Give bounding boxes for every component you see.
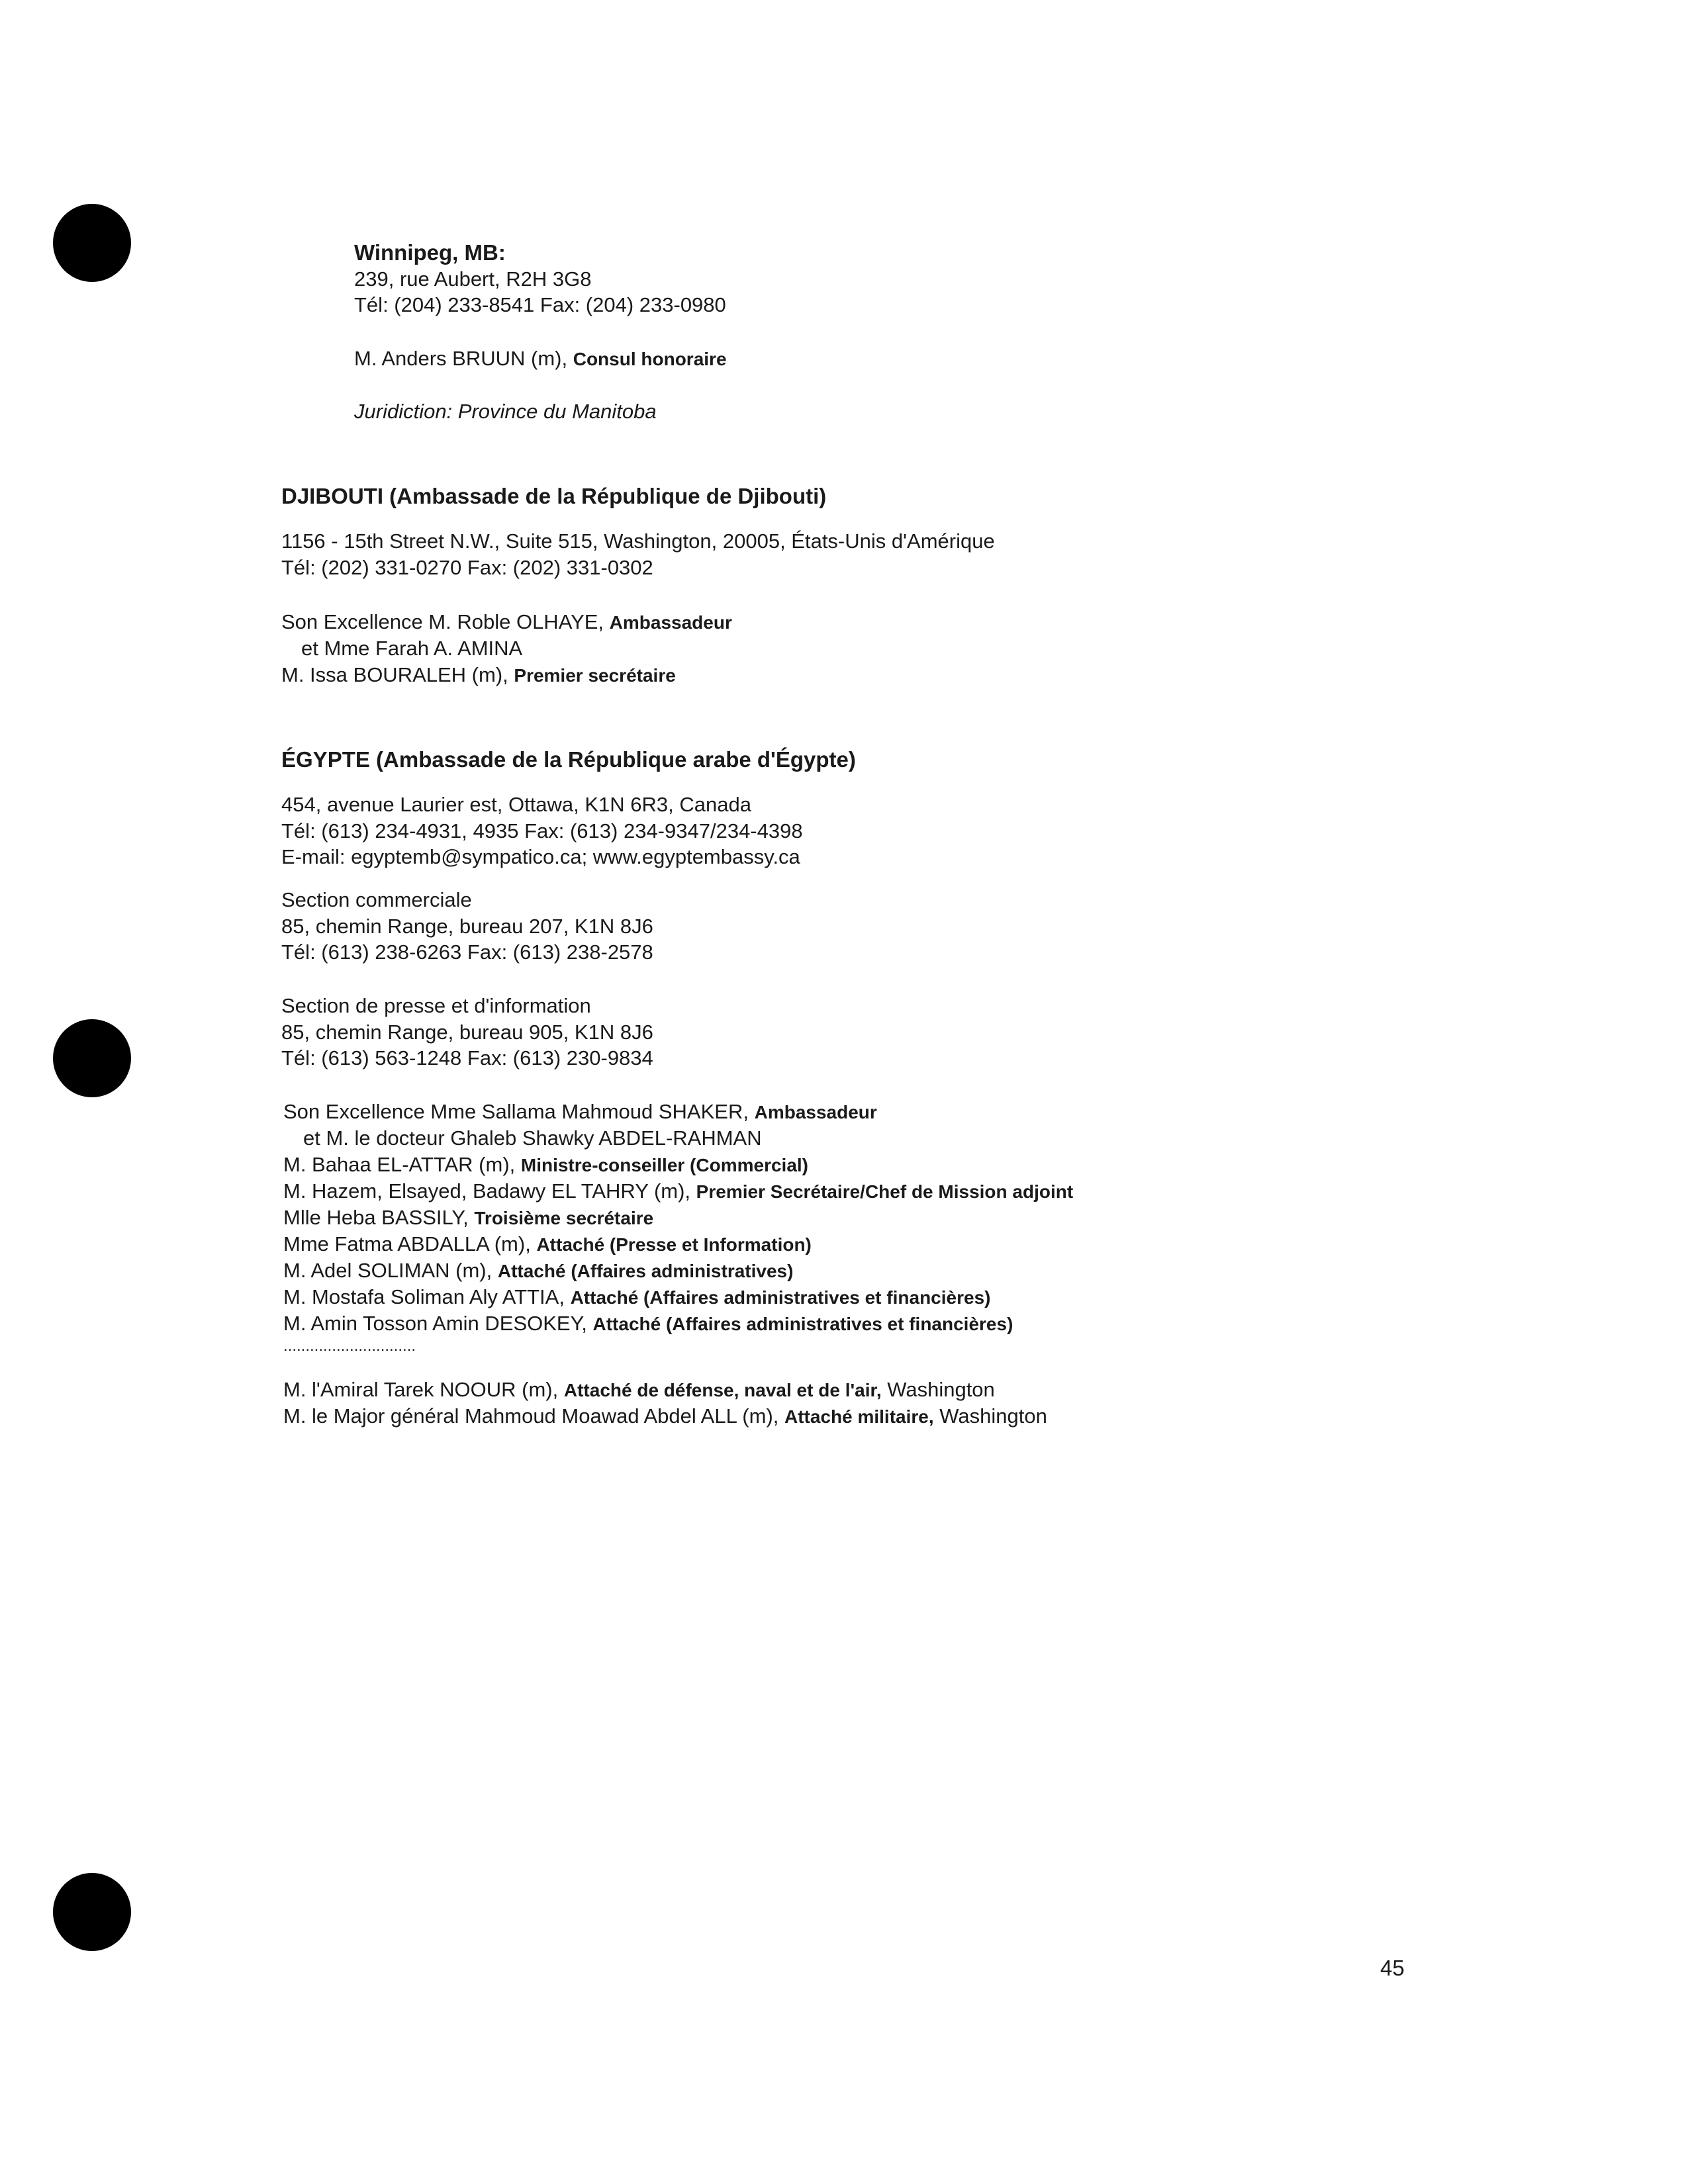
egypte-staff-row (283, 1257, 793, 1285)
staff-name: et Mme Farah A. AMINA (301, 637, 523, 660)
egypte-heading: ÉGYPTE (Ambassade de la République arabe d'Égypte) (281, 747, 856, 772)
egypte-military-row (283, 1377, 995, 1404)
military-title: Attaché militaire, (784, 1406, 934, 1427)
binder-hole-bottom (53, 1873, 131, 1951)
winnipeg-phone: Tél: (204) 233-8541 Fax: (204) 233-0980 (354, 293, 726, 316)
staff-name: M. Amin Tosson Amin DESOKEY, (283, 1312, 587, 1335)
egypte-military-row (283, 1403, 1047, 1430)
egypte-email: E-mail: egyptemb@sympatico.ca; www.egyptembassy.ca (281, 845, 800, 868)
binder-hole-top (53, 204, 131, 282)
egypte-staff-row (283, 1178, 1073, 1205)
staff-name: M. Mostafa Soliman Aly ATTIA, (283, 1285, 565, 1308)
commercial-phone: Tél: (613) 238-6263 Fax: (613) 238-2578 (281, 940, 653, 964)
press-label: Section de presse et d'information (281, 994, 591, 1017)
military-location: Washington (887, 1378, 995, 1401)
staff-name: M. Bahaa EL-ATTAR (m), (283, 1153, 516, 1176)
staff-name: M. Issa BOURALEH (m), (281, 663, 508, 686)
staff-title: Ambassadeur (754, 1102, 877, 1122)
winnipeg-heading: Winnipeg, MB: (354, 240, 506, 265)
egypte-staff-row (283, 1205, 653, 1232)
staff-title: Attaché (Affaires administratives) (497, 1261, 794, 1281)
page-number: 45 (1380, 1956, 1405, 1980)
egypte-address: 454, avenue Laurier est, Ottawa, K1N 6R3, Canada (281, 793, 751, 816)
staff-title: Premier secrétaire (514, 665, 676, 686)
staff-title: Attaché (Affaires administratives et financières) (592, 1314, 1013, 1334)
staff-title: Ministre-conseiller (Commercial) (520, 1155, 808, 1175)
djibouti-staff-row (301, 635, 522, 662)
staff-title: Ambassadeur (609, 612, 732, 633)
djibouti-phone: Tél: (202) 331-0270 Fax: (202) 331-0302 (281, 556, 653, 579)
staff-name: et M. le docteur Ghaleb Shawky ABDEL-RAHMAN (303, 1126, 762, 1150)
egypte-staff-row (283, 1152, 808, 1179)
egypte-phone: Tél: (613) 234-4931, 4935 Fax: (613) 234-9347/234-4398 (281, 819, 803, 842)
military-name: M. le Major général Mahmoud Moawad Abdel ALL (m), (283, 1404, 779, 1428)
commercial-address: 85, chemin Range, bureau 207, K1N 8J6 (281, 915, 653, 938)
winnipeg-jurisdiction: Juridiction: Province du Manitoba (354, 400, 657, 423)
djibouti-staff-row (281, 662, 676, 689)
military-title: Attaché de défense, naval et de l'air, (563, 1380, 882, 1400)
staff-name: M. Adel SOLIMAN (m), (283, 1259, 492, 1282)
press-address: 85, chemin Range, bureau 905, K1N 8J6 (281, 1021, 653, 1044)
djibouti-address: 1156 - 15th Street N.W., Suite 515, Washington, 20005, États-Unis d'Amérique (281, 529, 995, 553)
staff-name: M. Hazem, Elsayed, Badawy EL TAHRY (m), (283, 1179, 691, 1203)
staff-title: Attaché (Affaires administratives et financières) (570, 1287, 991, 1308)
egypte-staff-row (303, 1125, 762, 1152)
press-phone: Tél: (613) 563-1248 Fax: (613) 230-9834 (281, 1046, 653, 1069)
staff-title: Premier Secrétaire/Chef de Mission adjoint (696, 1181, 1074, 1202)
egypte-staff-row (283, 1284, 990, 1311)
binder-hole-middle (53, 1019, 131, 1097)
djibouti-heading: DJIBOUTI (Ambassade de la République de Djibouti) (281, 484, 827, 508)
military-name: M. l'Amiral Tarek NOOUR (m), (283, 1378, 559, 1401)
djibouti-staff-row (281, 609, 732, 636)
separator: .............................. (283, 1337, 416, 1355)
staff-title: Attaché (Presse et Information) (536, 1234, 812, 1255)
egypte-staff-row (283, 1231, 812, 1258)
consul-title: Consul honoraire (573, 349, 727, 369)
staff-title: Troisième secrétaire (474, 1208, 654, 1228)
egypte-staff-row (283, 1099, 877, 1126)
staff-name: Son Excellence Mme Sallama Mahmoud SHAKER, (283, 1100, 749, 1123)
commercial-label: Section commerciale (281, 888, 472, 911)
staff-name: Mme Fatma ABDALLA (m), (283, 1232, 531, 1255)
military-location: Washington (939, 1404, 1047, 1428)
winnipeg-address: 239, rue Aubert, R2H 3G8 (354, 267, 592, 291)
consul-name: M. Anders BRUUN (m), (354, 347, 568, 370)
winnipeg-consul (354, 345, 727, 373)
staff-name: Mlle Heba BASSILY, (283, 1206, 469, 1229)
staff-name: Son Excellence M. Roble OLHAYE, (281, 610, 604, 633)
